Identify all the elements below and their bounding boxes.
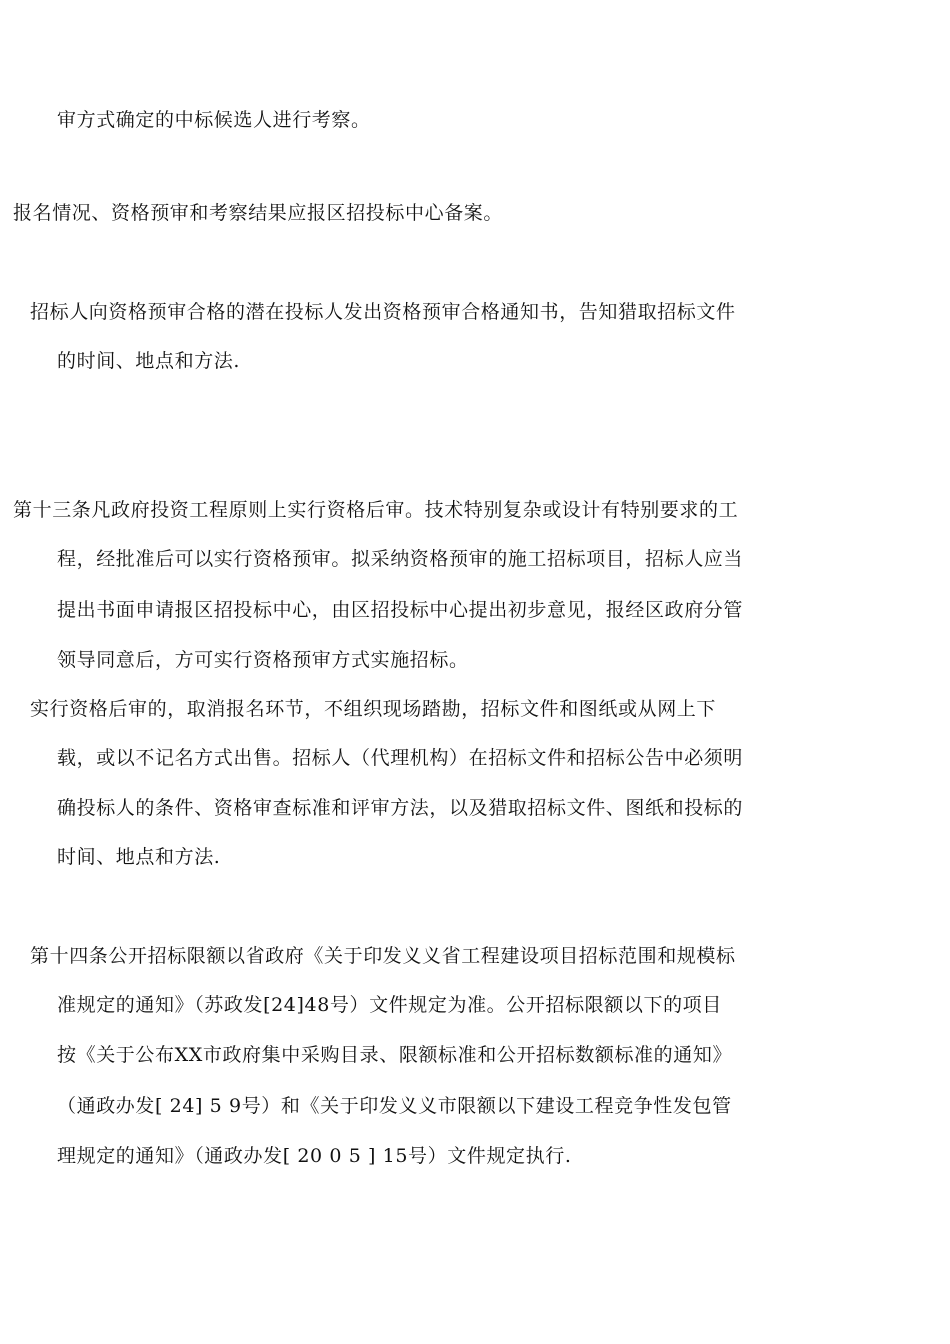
- text-line-12: 时间、地点和方法.: [57, 846, 221, 868]
- text-line-16: （通政办发[ 24] 5 9号）和《关于印发义义市限额以下建设工程竞争性发包管: [57, 1095, 732, 1117]
- text-line-13: 第十四条公开招标限额以省政府《关于印发义义省工程建设项目招标范围和规模标: [30, 945, 736, 967]
- text-line-3: 招标人向资格预审合格的潜在投标人发出资格预审合格通知书，告知猎取招标文件: [30, 301, 736, 323]
- text-line-7: 提出书面申请报区招投标中心，由区招投标中心提出初步意见，报经区政府分管: [57, 599, 744, 621]
- text-line-5: 第十三条凡政府投资工程原则上实行资格后审。技术特别复杂或设计有特别要求的工: [13, 499, 739, 521]
- text-line-2: 报名情况、资格预审和考察结果应报区招投标中心备案。: [13, 202, 504, 224]
- text-line-1: 审方式确定的中标候选人进行考察。: [57, 109, 371, 131]
- text-line-10: 载，或以不记名方式出售。招标人（代理机构）在招标文件和招标公告中必须明: [57, 747, 744, 769]
- text-line-17: 理规定的通知》（通政办发[ 20 0 5 ] 15号）文件规定执行.: [57, 1145, 572, 1167]
- text-line-9: 实行资格后审的，取消报名环节，不组织现场踏勘，招标文件和图纸或从网上下: [30, 698, 717, 720]
- text-line-6: 程，经批准后可以实行资格预审。拟采纳资格预审的施工招标项目，招标人应当: [57, 548, 744, 570]
- text-line-8: 领导同意后，方可实行资格预审方式实施招标。: [57, 649, 469, 671]
- text-line-15: 按《关于公布XX市政府集中采购目录、限额标准和公开招标数额标准的通知》: [57, 1044, 733, 1066]
- text-line-4: 的时间、地点和方法.: [57, 350, 241, 372]
- text-line-11: 确投标人的条件、资格审查标准和评审方法，以及猎取招标文件、图纸和投标的: [57, 797, 744, 819]
- text-line-14: 准规定的通知》（苏政发[24]48号）文件规定为准。公开招标限额以下的项目: [57, 994, 722, 1016]
